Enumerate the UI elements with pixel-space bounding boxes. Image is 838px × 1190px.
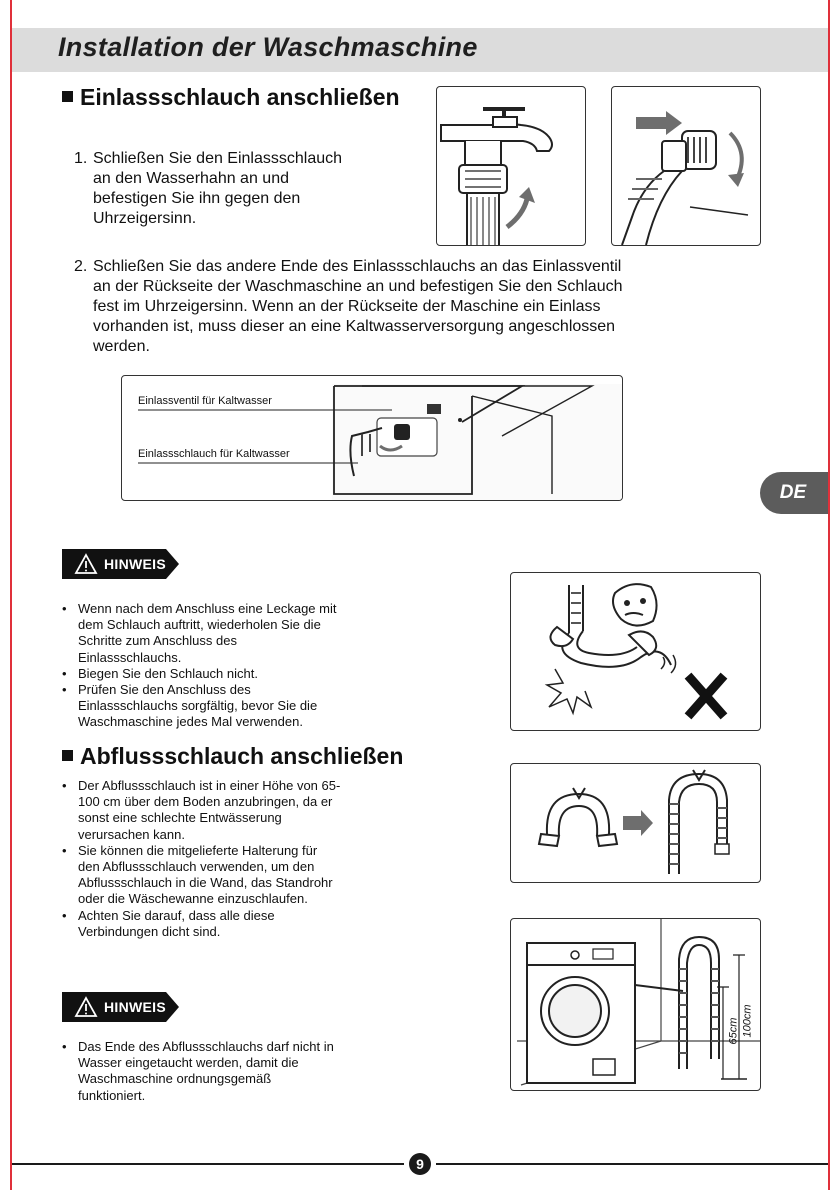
step-line: fest im Uhrzeigersinn. Wenn an der Rückseite der Maschine ein Einlass (93, 298, 601, 315)
section-heading-inlet-text: Einlassschlauch anschließen (80, 84, 400, 110)
notice-label: HINWEIS (104, 999, 166, 1015)
list-item: • Das Ende des Abflussschlauchs darf nicht in Wasser eingetaucht werden, damit die Waschmaschine ordnungsgemäß funktioniert. (62, 1039, 407, 1104)
heading-bullet-icon (62, 750, 73, 761)
drain-height-max-label: 100cm (741, 1004, 754, 1038)
page-border-right (828, 0, 830, 1190)
step-line: Schließen Sie den Einlassschlauch (93, 150, 343, 167)
hose-holder-illustration (510, 763, 761, 883)
list-item: • Biegen Sie den Schlauch nicht. (62, 666, 402, 682)
notice-label: HINWEIS (104, 556, 166, 572)
cross-mark-icon (691, 679, 721, 713)
inlet-valve-label: Einlassventil für Kaltwasser (138, 395, 272, 407)
notice-banner-1 (62, 549, 180, 579)
step-line: Uhrzeigersinn. (93, 210, 197, 227)
heading-bullet-icon (62, 91, 73, 102)
list-item: • Der Abflussschlauch ist in einer Höhe von 65- 100 cm über dem Boden anzubringen, da er sonst eine schlechte Entwässerung verursachen kann. (62, 778, 407, 843)
section-heading-drain (62, 743, 403, 770)
inlet-hose-label: Einlassschlauch für Kaltwasser (138, 448, 290, 460)
drain-list (62, 778, 407, 940)
step-line: an den Wasserhahn an und (93, 170, 289, 187)
step-line: befestigen Sie ihn gegen den (93, 190, 301, 207)
list-item: • Achten Sie darauf, dass alle diese Verbindungen dicht sind. (62, 908, 407, 940)
tap-connection-illustration (436, 86, 586, 246)
drain-height-illustration (510, 918, 761, 1091)
page-title: Installation der Waschmaschine (58, 32, 478, 62)
section-heading-drain-text: Abflussschlauch anschließen (80, 743, 404, 769)
inlet-step-1 (74, 149, 414, 231)
step-line: an der Rückseite der Waschmaschine an und befestigen Sie den Schlauch (93, 278, 623, 295)
step-number: 2. (74, 258, 88, 275)
machine-inlet-illustration (121, 375, 623, 501)
notice2-list (62, 1039, 407, 1104)
list-item: • Prüfen Sie den Anschluss des Einlassschlauchs sorgfältig, bevor Sie die Waschmaschine jedes Mal verwenden. (62, 682, 402, 731)
notice-banner-2 (62, 992, 180, 1022)
page-number: 9 (409, 1153, 431, 1175)
language-tab-label: DE (779, 482, 807, 503)
step-line: werden. (93, 338, 150, 355)
list-item: • Sie können die mitgelieferte Halterung für den Abflussschlauch verwenden, um den Abflussschlauch in die Wand, das Standrohr oder die Wäschewanne einzuschlaufen. (62, 843, 407, 908)
step-line: vorhanden ist, muss dieser an eine Kaltwasserversorgung angeschlossen (93, 318, 616, 335)
step-number: 1. (74, 150, 88, 167)
bent-hose-warning-illustration (510, 572, 761, 731)
notice1-list (62, 601, 402, 731)
footer-rule-right (436, 1163, 828, 1165)
list-item: • Wenn nach dem Anschluss eine Leckage mit dem Schlauch auftritt, wiederholen Sie die Schritte zum Anschluss des Einlassschlauchs. (62, 601, 402, 666)
step-line: Schließen Sie das andere Ende des Einlassschlauchs an das Einlassventil (93, 258, 622, 275)
drain-height-min-label: 65cm (727, 1017, 740, 1045)
section-heading-inlet (62, 84, 400, 111)
footer-rule-left (12, 1163, 404, 1165)
page-border-left (10, 0, 12, 1190)
valve-connection-illustration (611, 86, 761, 246)
inlet-step-2 (74, 257, 754, 359)
language-tab (760, 472, 828, 514)
